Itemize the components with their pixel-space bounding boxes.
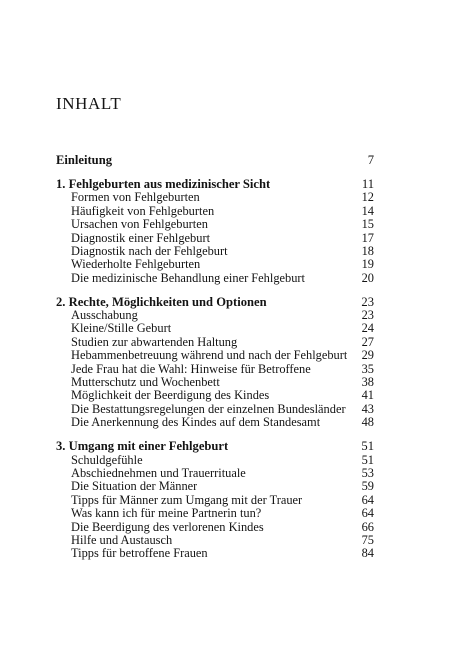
toc-item-title: Die Beerdigung des verlorenen Kindes [71,520,264,534]
toc-section-title: 1. Fehlgeburten aus medizinischer Sicht [56,177,271,191]
toc-item-title: Mutterschutz und Wochenbett [71,376,220,390]
toc-item-page: 27 [361,334,374,349]
toc-item [56,336,374,349]
toc-section-title: 2. Rechte, Möglichkeiten und Optionen [56,295,267,309]
toc-item [56,376,374,389]
toc-item-title: Die Anerkennung des Kindes auf dem Standesamt [71,416,321,430]
toc-item-page: 84 [361,546,374,561]
toc-item-title: Studien zur abwartenden Haltung [71,335,238,349]
toc-item-page: 41 [361,388,374,403]
toc-item [56,389,374,402]
toc-item-title: Die Situation der Männer [71,480,198,494]
toc-item-page: 15 [361,217,374,232]
toc-section-3 [56,440,374,453]
toc-item [56,521,374,534]
toc-item-page: 23 [361,308,374,323]
toc-item-page: 20 [361,270,374,285]
toc-item-title: Jede Frau hat die Wahl: Hinweise für Betroffene [71,362,311,376]
toc-item-title: Die Bestattungsregelungen der einzelnen Bundesländer [71,402,346,416]
toc-item-page: 66 [361,519,374,534]
toc-item-title: Möglichkeit der Beerdigung des Kindes [71,389,270,403]
toc-item-page: 19 [361,257,374,272]
toc-item-title: Schuldgefühle [71,453,143,467]
toc-item-title: Was kann ich für meine Partnerin tun? [71,507,262,521]
toc-item-page: 64 [361,506,374,521]
toc-item-page: 53 [361,465,374,480]
toc-entry-page: 7 [367,153,374,167]
toc-item [56,349,374,362]
toc-item [56,507,374,520]
toc-section-page: 11 [361,176,374,191]
toc-item [56,403,374,416]
toc-section-1 [56,178,374,191]
toc-item [56,416,374,429]
toc-item-title: Die medizinische Behandlung einer Fehlgeburt [71,271,305,285]
toc-item-title: Ursachen von Fehlgeburten [71,218,208,232]
toc-item [56,309,374,322]
toc-item-title: Wiederholte Fehlgeburten [71,258,201,272]
toc-item-page: 48 [361,415,374,430]
table-of-contents [56,154,374,561]
toc-item-page: 18 [361,243,374,258]
toc-item [56,494,374,507]
toc-item-page: 35 [361,361,374,376]
toc-item [56,480,374,493]
section-gap [56,167,374,178]
toc-item-page: 38 [361,375,374,390]
toc-item-page: 12 [361,190,374,205]
toc-item [56,322,374,335]
section-gap [56,430,374,441]
toc-item [56,205,374,218]
toc-section-page: 23 [361,294,374,309]
toc-item [56,232,374,245]
toc-item-title: Hebammenbetreuung während und nach der Fehlgeburt [71,349,348,363]
toc-item-title: Diagnostik einer Fehlgeburt [71,231,211,245]
toc-item [56,272,374,285]
toc-item [56,363,374,376]
toc-section-2 [56,296,374,309]
toc-item-page: 14 [361,203,374,218]
page-title: INHALT [56,94,122,113]
toc-item [56,258,374,271]
toc-item-page: 43 [361,401,374,416]
toc-item-title: Abschiednehmen und Trauerrituale [71,466,246,480]
toc-item-title: Ausschabung [71,309,138,323]
toc-section-page: 51 [361,439,374,454]
toc-entry-intro [56,154,374,167]
toc-item [56,454,374,467]
toc-item-title: Kleine/Stille Geburt [71,322,172,336]
toc-item-title: Tipps für Männer zum Umgang mit der Trauer [71,493,303,507]
toc-item [56,218,374,231]
toc-entry-title: Einleitung [56,154,112,167]
toc-item [56,245,374,258]
toc-item-page: 64 [361,492,374,507]
toc-item [56,467,374,480]
toc-section-title: 3. Umgang mit einer Fehlgeburt [56,440,229,454]
section-gap [56,285,374,296]
toc-item-page: 17 [361,230,374,245]
toc-item-title: Hilfe und Austausch [71,533,173,547]
toc-item-title: Häufigkeit von Fehlgeburten [71,204,215,218]
toc-item-page: 59 [361,479,374,494]
toc-item-page: 51 [361,452,374,467]
toc-item-page: 75 [361,532,374,547]
toc-item-title: Tipps für betroffene Frauen [71,547,208,561]
toc-item-title: Formen von Fehlgeburten [71,191,200,205]
toc-item [56,191,374,204]
toc-item-page: 29 [361,348,374,363]
toc-item [56,534,374,547]
toc-item [56,547,374,560]
toc-item-page: 24 [361,321,374,336]
toc-item-title: Diagnostik nach der Fehlgeburt [71,244,228,258]
